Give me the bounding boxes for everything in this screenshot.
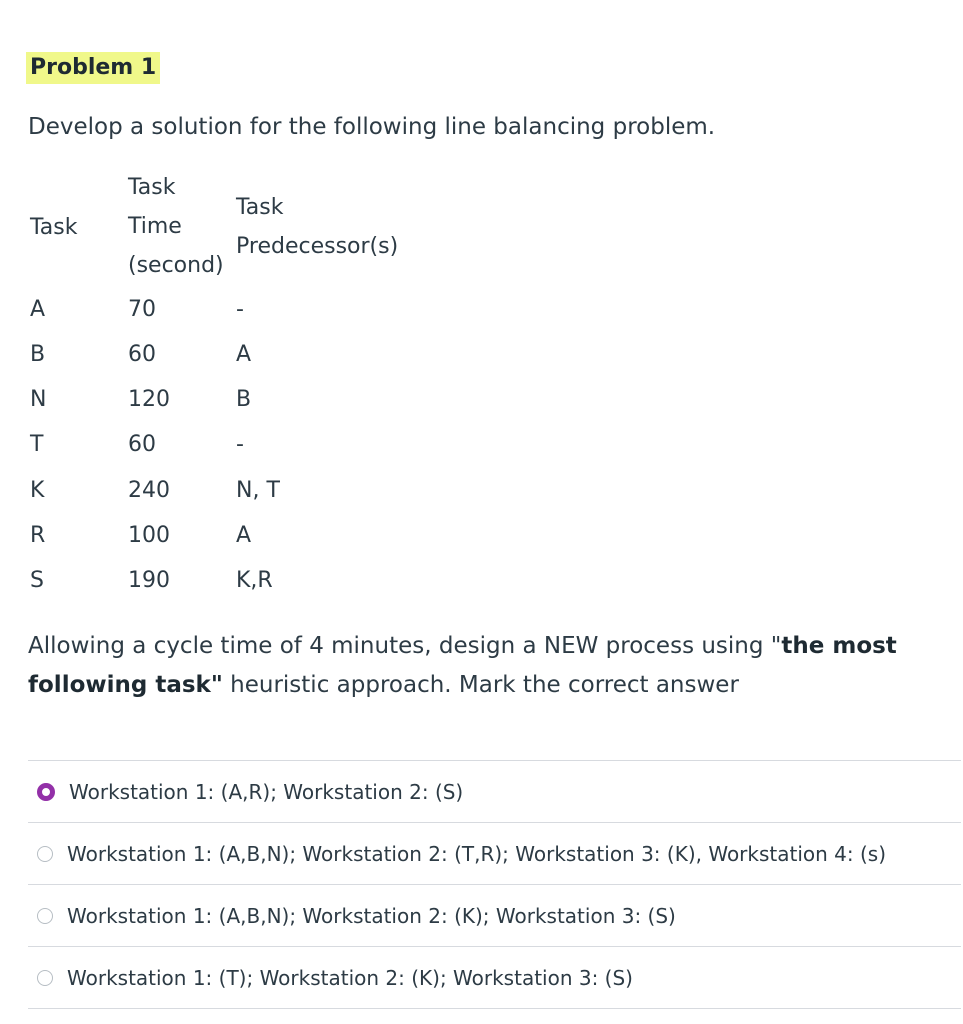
question-part1: Allowing a cycle time of 4 minutes, design a NEW process using ": [28, 633, 782, 659]
header-predecessor-line2: Predecessor(s): [236, 234, 399, 259]
row-time: 120: [128, 387, 170, 412]
row-time: 240: [128, 478, 170, 503]
radio-selected-icon[interactable]: [37, 783, 55, 801]
row-task: K: [30, 478, 45, 503]
radio-empty-icon[interactable]: [37, 846, 53, 862]
problem-title: Problem 1: [26, 52, 160, 84]
row-task: R: [30, 523, 46, 548]
answer-option-4[interactable]: [28, 946, 961, 1009]
row-predecessor: K,R: [236, 568, 273, 593]
row-task: B: [30, 342, 46, 367]
row-time: 60: [128, 342, 156, 367]
row-predecessor: N, T: [236, 478, 280, 503]
row-predecessor: -: [236, 297, 244, 322]
row-task: A: [30, 297, 46, 322]
answer-label: Workstation 1: (A,R); Workstation 2: (S): [69, 779, 464, 804]
answer-label: Workstation 1: (T); Workstation 2: (K); Workstation 3: (S): [67, 965, 633, 990]
answer-label: Workstation 1: (A,B,N); Workstation 2: (T,R); Workstation 3: (K), Workstation 4: (s): [67, 841, 887, 866]
problem-intro: Develop a solution for the following line balancing problem.: [28, 114, 716, 140]
row-time: 190: [128, 568, 170, 593]
row-predecessor: B: [236, 387, 252, 412]
question-text: [28, 627, 928, 705]
header-time-line3: (second): [128, 253, 224, 278]
radio-empty-icon[interactable]: [37, 908, 53, 924]
row-time: 100: [128, 523, 170, 548]
question-bold: the most following task": [28, 633, 897, 698]
answer-option-2[interactable]: [28, 822, 961, 884]
row-time: 70: [128, 297, 156, 322]
header-task: Task: [30, 215, 78, 240]
answer-label: Workstation 1: (A,B,N); Workstation 2: (K); Workstation 3: (S): [67, 903, 676, 928]
row-task: T: [30, 432, 44, 457]
answer-option-3[interactable]: [28, 884, 961, 946]
answer-options: [28, 760, 961, 1009]
header-predecessor-line1: Task: [236, 195, 284, 220]
header-time-line1: Task: [128, 175, 176, 200]
row-predecessor: -: [236, 432, 244, 457]
row-predecessor: A: [236, 523, 252, 548]
question-part2: heuristic approach. Mark the correct answer: [222, 672, 739, 698]
header-time-line2: Time: [128, 214, 182, 239]
row-time: 60: [128, 432, 156, 457]
row-predecessor: A: [236, 342, 252, 367]
row-task: N: [30, 387, 47, 412]
answer-option-1[interactable]: [28, 760, 961, 822]
row-task: S: [30, 568, 44, 593]
radio-empty-icon[interactable]: [37, 970, 53, 986]
